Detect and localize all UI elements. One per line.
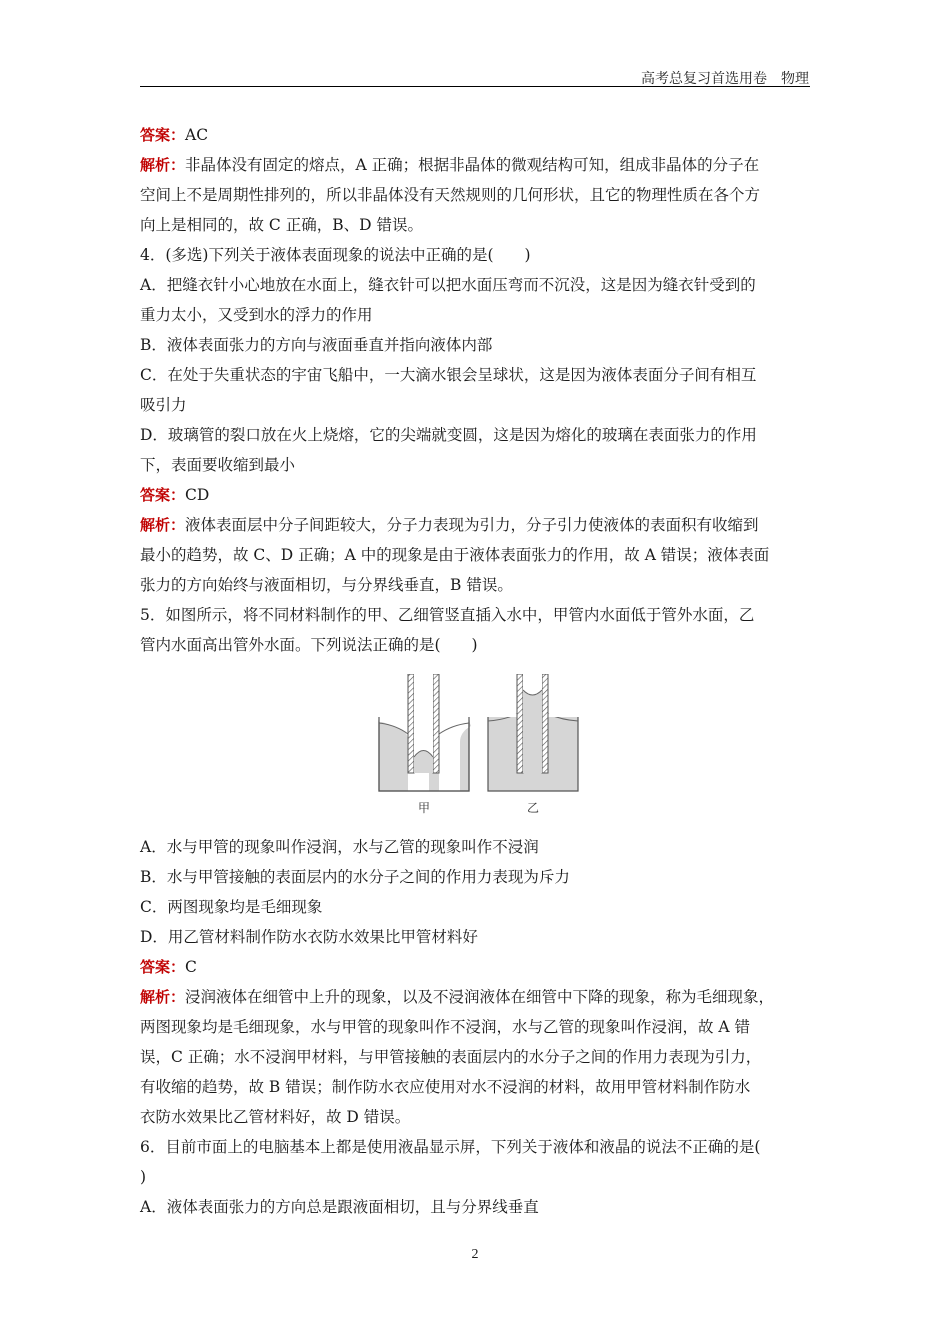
answer-value: C xyxy=(185,958,197,976)
header-subject: 物理 xyxy=(781,71,809,87)
analysis-line: 空间上不是周期性排列的，所以非晶体没有天然规则的几何形状，且它的物理性质在各个方 xyxy=(140,186,761,204)
analysis-label: 解析： xyxy=(140,156,186,174)
page-number: 2 xyxy=(471,1247,479,1262)
analysis-line: 有收缩的趋势，故 B 错误；制作防水衣应使用对水不浸润的材料，故用甲管材料制作防水 xyxy=(140,1078,751,1096)
analysis-line xyxy=(140,150,816,180)
analysis-line: 最小的趋势，故 C、D 正确；A 中的现象是由于液体表面张力的作用，故 A 错误；液体表面 xyxy=(140,546,770,564)
option-line: D．玻璃管的裂口放在火上烧熔，它的尖端就变圆，这是因为熔化的玻璃在表面张力的作用 xyxy=(140,426,757,444)
analysis-text: 浸润液体在细管中上升的现象，以及不浸润液体在细管中下降的现象，称为毛细现象， xyxy=(185,988,775,1006)
answer-value: CD xyxy=(185,486,210,504)
question-stem: 管内水面高出管外水面。下列说法正确的是( ) xyxy=(140,636,478,654)
option-line: C．两图现象均是毛细现象 xyxy=(140,898,323,916)
page-content xyxy=(140,120,816,1222)
answer-label: 答案： xyxy=(140,126,186,144)
tube-wall xyxy=(433,674,439,773)
option-line: B．水与甲管接触的表面层内的水分子之间的作用力表现为斥力 xyxy=(140,868,570,886)
option-line: B．液体表面张力的方向与液面垂直并指向液体内部 xyxy=(140,336,493,354)
analysis-line: 衣防水效果比乙管材料好，故 D 错误。 xyxy=(140,1108,411,1126)
option-line: A．液体表面张力的方向总是跟液面相切，且与分界线垂直 xyxy=(140,1198,539,1216)
analysis-line xyxy=(140,510,816,540)
analysis-text: 非晶体没有固定的熔点，A 正确；根据非晶体的微观结构可知，组成非晶体的分子在 xyxy=(185,156,760,174)
label-yi: 乙 xyxy=(526,801,540,815)
analysis-line: 两图现象均是毛细现象，水与甲管的现象叫作不浸润，水与乙管的现象叫作浸润，故 A 错 xyxy=(140,1018,751,1036)
label-jia: 甲 xyxy=(417,801,431,815)
answer-line xyxy=(140,952,816,982)
option-line: A．水与甲管的现象叫作浸润，水与乙管的现象叫作不浸润 xyxy=(140,838,539,856)
answer-line xyxy=(140,120,816,150)
option-line: D．用乙管材料制作防水衣防水效果比甲管材料好 xyxy=(140,928,478,946)
container-jia xyxy=(379,674,471,791)
tube-wall xyxy=(542,674,548,773)
tube-wall xyxy=(517,674,523,773)
answer-label: 答案： xyxy=(140,486,186,504)
answer-label: 答案： xyxy=(140,958,186,976)
answer-value: AC xyxy=(185,126,209,144)
analysis-line: 向上是相同的，故 C 正确，B、D 错误。 xyxy=(140,216,423,234)
capillary-diagram xyxy=(376,674,581,819)
question-stem: ) xyxy=(140,1168,147,1186)
header-rule xyxy=(140,86,810,87)
running-header xyxy=(641,68,809,88)
question-stem: 5．如图所示，将不同材料制作的甲、乙细管竖直插入水中，甲管内水面低于管外水面，乙 xyxy=(140,606,755,624)
option-line: 重力太小，又受到水的浮力的作用 xyxy=(140,306,373,324)
header-book-title: 高考总复习首选用卷 xyxy=(641,71,767,87)
analysis-text: 液体表面层中分子间距较大，分子力表现为引力，分子引力使液体的表面积有收缩到 xyxy=(185,516,759,534)
analysis-label: 解析： xyxy=(140,516,186,534)
analysis-line: 误，C 正确；水不浸润甲材料，与甲管接触的表面层内的水分子之间的作用力表现为引力， xyxy=(140,1048,762,1066)
container-yi xyxy=(488,674,578,791)
option-line: 吸引力 xyxy=(140,396,187,414)
tube-wall xyxy=(408,674,414,773)
question-stem: 6．目前市面上的电脑基本上都是使用液晶显示屏，下列关于液体和液晶的说法不正确的是( xyxy=(140,1138,761,1156)
question-stem: 4．(多选)下列关于液体表面现象的说法中正确的是( ) xyxy=(140,246,531,264)
analysis-line xyxy=(140,982,816,1012)
capillary-figure xyxy=(140,674,816,824)
answer-line xyxy=(140,480,816,510)
option-line: A．把缝衣针小心地放在水面上，缝衣针可以把水面压弯而不沉没，这是因为缝衣针受到的 xyxy=(140,276,756,294)
option-line: 下，表面要收缩到最小 xyxy=(140,456,296,474)
analysis-line: 张力的方向始终与液面相切，与分界线垂直，B 错误。 xyxy=(140,576,513,594)
option-line: C．在处于失重状态的宇宙飞船中，一大滴水银会呈球状，这是因为液体表面分子间有相互 xyxy=(140,366,757,384)
analysis-label: 解析： xyxy=(140,988,186,1006)
